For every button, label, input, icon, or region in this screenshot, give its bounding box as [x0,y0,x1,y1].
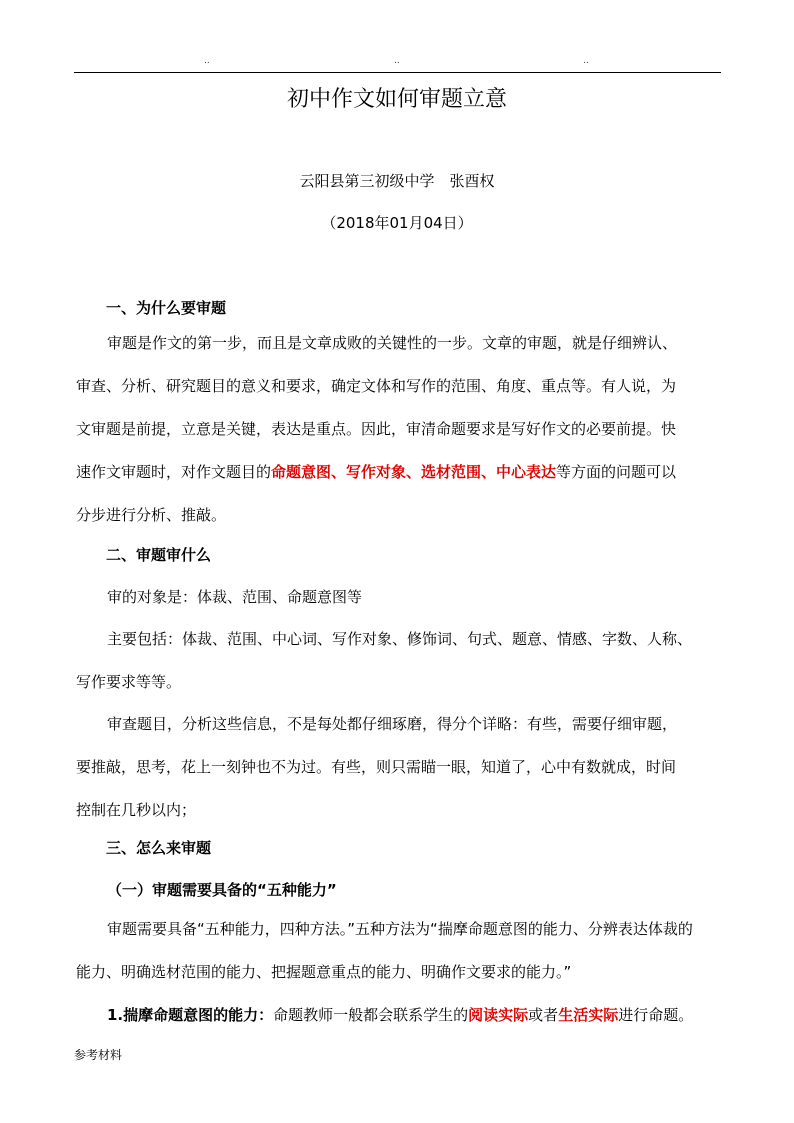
section3-paragraph [76,908,718,1037]
paragraph-line: 要推敲，思考，花上一刻钟也不为过。有些，则只需瞄一眼，知道了，心中有数就成，时间 [76,758,677,776]
section-heading: 二、审题审什么 [106,546,212,564]
footer-note: 参考材料 [74,1048,123,1062]
section-heading: 一、为什么要审题 [106,299,227,317]
paragraph-line: 审题需要具备“五种能力，四种方法。”五种方法为“揣摩命题意图的能力、分辨表达体裁的 [107,920,693,938]
paragraph-line: 能力、明确选材范围的能力、把握题意重点的能力、明确作文要求的能力。” [76,963,572,981]
text-run: 或者 [528,1006,559,1024]
header-dots: .. [583,56,589,66]
highlight-text: 阅读实际 [468,1006,529,1024]
text-run: 进行命题。 [618,1006,694,1024]
date-line: （2018年01月04日） [321,214,473,232]
highlight-text: 命题意图、写作对象、选材范围、中心表达 [271,463,557,481]
paragraph-line [76,451,718,494]
highlight-text: 生活实际 [558,1006,619,1024]
paragraph-line: 审查题目，分析这些信息，不是每处都仔细琢磨，得分个详略：有些，需要仔细审题， [107,715,678,733]
header-rule [74,72,721,73]
section2-includes [76,618,718,704]
document-title: 初中作文如何审题立意 [286,87,507,112]
text-run: 速作文审题时，对作文题目的 [76,463,272,481]
paragraph-line: 分步进行分析、推敲。 [76,506,227,524]
paragraph-line [76,994,718,1037]
section2-detail [76,703,718,832]
subsection-heading: （一）审题需要具备的“五种能力” [107,881,337,899]
header-dots: .. [394,56,400,66]
section2-objects [76,576,718,619]
paragraph-line: 控制在几秒以内； [76,801,197,819]
header-dots: .. [204,56,210,66]
section1-paragraph [76,322,718,537]
paragraph-line: 审题是作文的第一步，而且是文章成败的关键性的一步。文章的审题，就是仔细辨认、 [107,334,678,352]
paragraph-line: 审的对象是：体裁、范围、命题意图等 [107,588,363,606]
paragraph-line: 写作要求等等。 [76,673,182,691]
author-line: 云阳县第三初级中学 张酉权 [299,172,495,190]
paragraph-line: 主要包括：体裁、范围、中心词、写作对象、修饰词、句式、题意、情感、字数、人称、 [107,630,693,648]
text-run: 等方面的问题可以 [556,463,677,481]
paragraph-line: 文审题是前提，立意是关键，表达是重点。因此，审清命题要求是写好作文的必要前提。快 [76,420,677,438]
section-heading: 三、怎么来审题 [106,839,212,857]
text-run: 命题教师一般都会联系学生的 [273,1006,469,1024]
paragraph-line: 审查、分析、研究题目的意义和要求，确定文体和写作的范围、角度、重点等。有人说，为 [76,377,677,395]
item-label: 1.揣摩命题意图的能力： [107,1006,274,1024]
